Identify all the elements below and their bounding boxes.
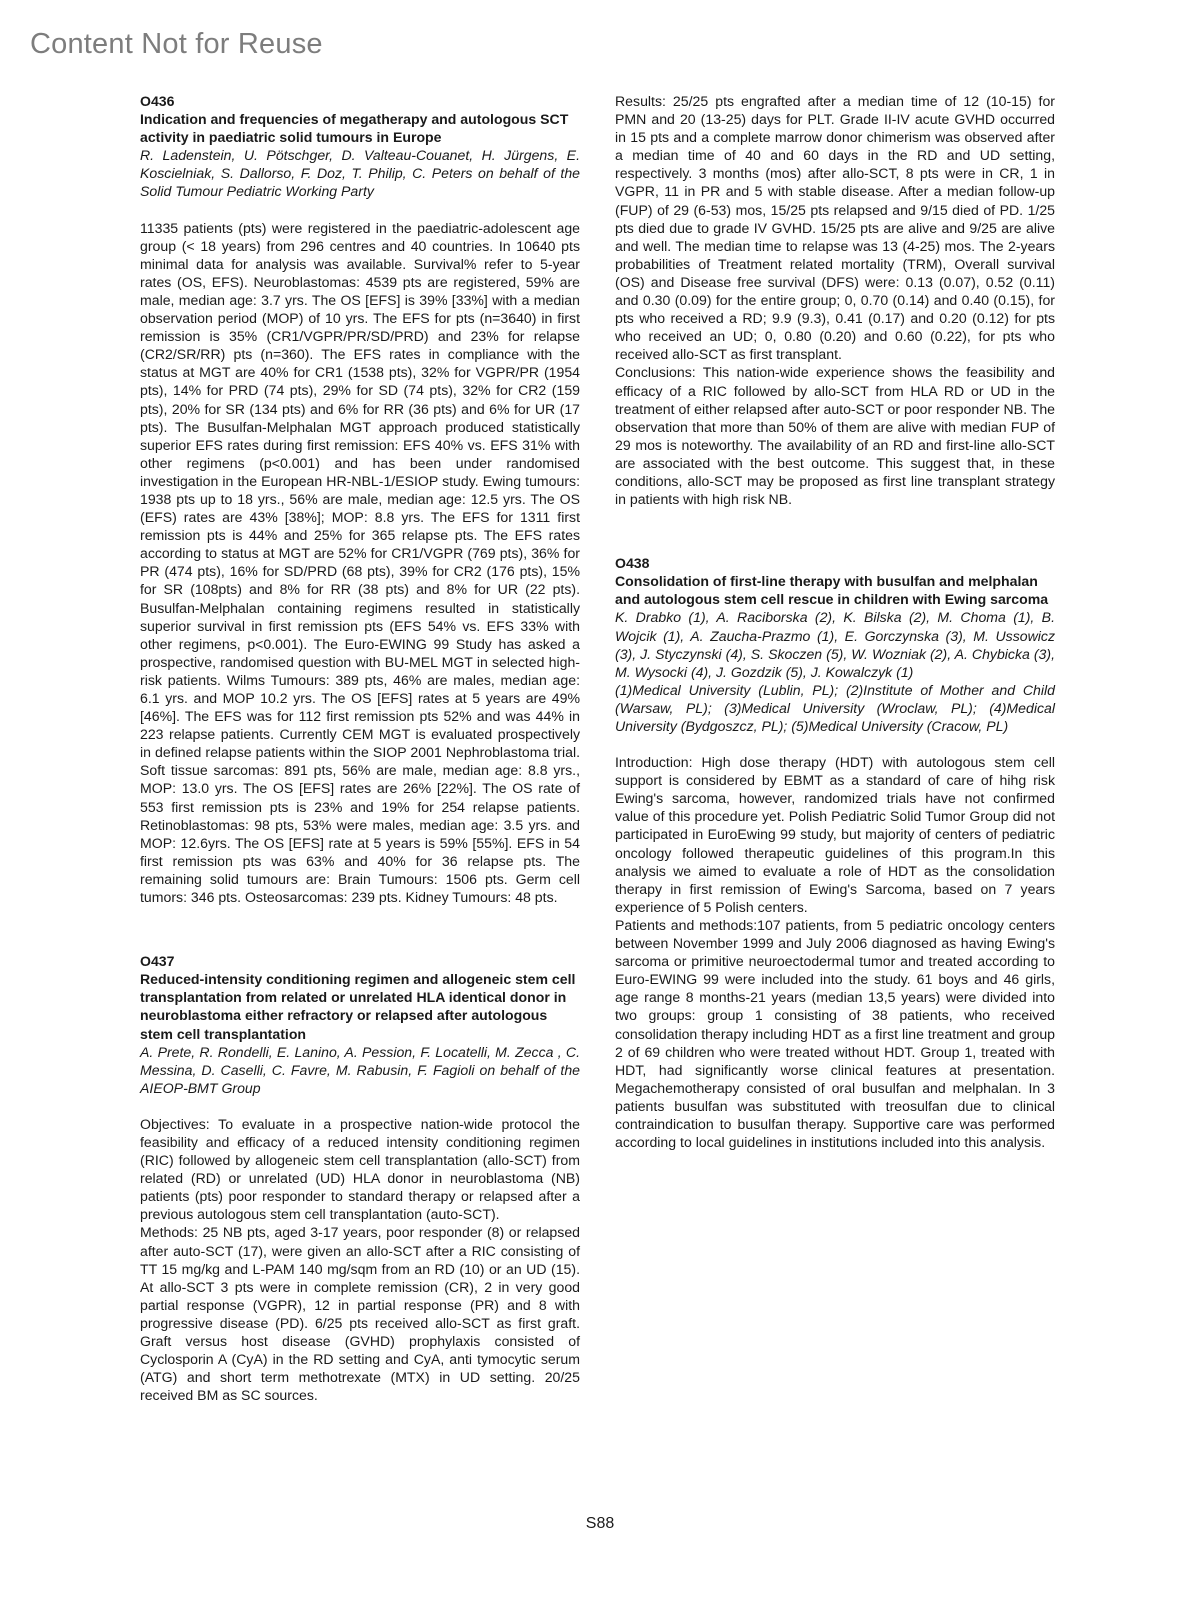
- abstract-o437-continued: [615, 92, 1055, 508]
- abstract-conclusions: Conclusions: This nation-wide experience shows the feasibility and efficacy of a RIC followed by allo-SCT from HLA RD or UD in the treatment of either relapsed after auto-SCT or poor responder NB. The observation that more than 50% of them are alive with median FUP of 29 mos is noteworthy. The availability of an RD and first-line allo-SCT are associated with the best outcome. This suggest that, in these conditions, allo-SCT may be proposed as first line transplant strategy in patients with high risk NB.: [615, 364, 1055, 508]
- abstract-authors: K. Drabko (1), A. Raciborska (2), K. Bilska (2), M. Choma (1), B. Wojcik (1), A. Zaucha-Prazmo (1), E. Gorczynska (3), M. Ussowicz (3), J. Styczynski (4), S. Skoczen (5), W. Wozniak (2), A. Chybicka (3), M. Wysocki (4), J. Gozdzik (5), J. Kowalczyk (1): [615, 609, 1055, 680]
- abstract-body: 11335 patients (pts) were registered in the paediatric-adolescent age group (< 18 years) from 296 centres and 40 countries. In 10640 pts minimal data for analysis was available. Survival% refer to 5-year rates (OS, EFS). Neuroblastomas: 4539 pts are registered, 59% are male, median age: 3.7 yrs. The OS [EFS] is 39% [33%] with a median observation period (MOP) of 10 yrs. The EFS for pts (n=3640) in first remission is 35% (CR1/VGPR/PR/SD/PRD) and 23% for relapse (CR2/SR/RR) pts (n=360). The EFS rates in compliance with the status at MGT are 40% for CR1 (1538 pts), 32% for VGPR/PR (1954 pts), 14% for PRD (74 pts), 29% for SD (74 pts), 32% for CR2 (159 pts), 20% for SR (134 pts) and 6% for RR (36 pts) and 6% for UR (17 pts). The Busulfan-Melphalan MGT approach produced statistically superior EFS rates during first remission: EFS 40% vs. EFS 31% with other regimens (p<0.001) and has been under randomised investigation in the European HR-NBL-1/ESIOP study. Ewing tumours: 1938 pts up to 18 yrs., 56% are male, median age: 12.5 yrs. The OS (EFS) rates are 43% [38%]; MOP: 8.8 yrs. The EFS for 1311 first remission pts is 44% and 25% for 365 relapse pts. The EFS rates according to status at MGT are 52% for CR1/VGPR (769 pts), 36% for PR (474 pts), 16% for SD/PRD (68 pts), 39% for CR2 (176 pts), 15% for SR (108pts) and 8% for RR (38 pts) and 8% for UR (22 pts). Busulfan-Melphalan containing regimens resulted in statistically superior survival in first remission pts (EFS 54% vs. EFS 33% with other regimens, p<0.001). The Euro-EWING 99 Study has asked a prospective, randomised question with BU-MEL MGT in selected high-risk patients. Wilms Tumours: 389 pts, 46% are males, median age: 6.1 yrs. and MOP 10.2 yrs. The OS [EFS] rates at 5 years are 49% [46%]. The EFS was for 112 first remission pts 52% and was 44% in 223 relapse patients. Currently CEM MGT is evaluated prospectively in defined relapse patients within the SIOP 2001 Nephroblastoma trial. Soft tissue sarcomas: 891 pts, 56% are male, median age: 8.8 yrs., MOP: 13.0 yrs. The OS [EFS] rates are 26% [22%]. The OS rate of 553 first remission pts is 23% and 19% for 254 relapse patients. Retinoblastomas: 98 pts, 53% were males, median age: 3.5 yrs. and MOP: 12.6yrs. The OS [EFS] rate at 5 years is 59% [55%]. EFS in 54 first remission pts was 63% and 40% for 36 relapse pts. The remaining solid tumours are: Brain Tumours: 1506 pts. Germ cell tumors: 346 pts. Osteosarcomas: 239 pts. Kidney Tumours: 48 pts.: [140, 219, 580, 906]
- abstract-o436: [140, 92, 580, 906]
- abstract-methods: Patients and methods:107 patients, from 5 pediatric oncology centers between November 1999 and July 2006 diagnosed as having Ewing's sarcoma or primitive neuroectodermal tumor and treated according to Euro-EWING 99 were included into the study. 61 boys and 46 girls, age range 8 months-21 years (median 13,5 years) were divided into two groups: group 1 consisting of 38 patients, who received consolidation therapy including HDT as a first line treatment and group 2 of 69 children who were treated without HDT. Group 1, treated with HDT, had significantly worse clinical features at presentation. Megachemotherapy consisted of oral busulfan and melphalan. In 3 patients busulfan was substituted with treosulfan due to clinical contraindication to busulfan therapy. Supportive care was performed according to local guidelines in institutions included into this analysis.: [615, 916, 1055, 1151]
- abstract-title: Consolidation of first-line therapy with busulfan and melphalan and autologous stem cell rescue in children with Ewing sarcoma: [615, 573, 1049, 608]
- abstract-methods: Methods: 25 NB pts, aged 3-17 years, poor responder (8) or relapsed after auto-SCT (17), were given an allo-SCT after a RIC consisting of TT 15 mg/kg and L-PAM 140 mg/sqm from an RD (10) or an UD (15). At allo-SCT 3 pts were in complete remission (CR), 2 in very good partial response (VGPR), 12 in partial response (PR) and 8 with progressive disease (PD). 6/25 pts received allo-SCT as first graft. Graft versus host disease (GVHD) prophylaxis consisted of Cyclosporin A (CyA) in the RD setting and CyA, anti tymocytic serum (ATG) and short term methotrexate (MTX) in UD setting. 20/25 received BM as SC sources.: [140, 1224, 580, 1404]
- abstract-affiliations: (1)Medical University (Lublin, PL); (2)Institute of Mother and Child (Warsaw, PL); (3)Medical University (Wroclaw, PL); (4)Medical University (Bydgoszcz, PL); (5)Medical University (Cracow, PL): [615, 681, 1055, 734]
- abstract-title: Indication and frequencies of megatherapy and autologous SCT activity in paediatric solid tumours in Europe: [140, 111, 569, 146]
- abstract-introduction: Introduction: High dose therapy (HDT) with autologous stem cell support is considered by EBMT as a standard of care of hihg risk Ewing's sarcoma, however, randomized trials have not confirmed value of this procedure yet. Polish Pediatric Solid Tumor Group did not participated in EuroEwing 99 study, but majority of centers of pediatric oncology followed therapeutic guidelines of this program.In this analysis we aimed to evaluate a role of HDT as the consolidation therapy in first remission of Ewing's Sarcoma, based on 7 years experience of 5 Polish centers.: [615, 754, 1055, 915]
- page-number: S88: [585, 1515, 615, 1532]
- abstract-authors: R. Ladenstein, U. Pötschger, D. Valteau-Couanet, H. Jürgens, E. Koscielniak, S. Dallorso, F. Doz, T. Philip, C. Peters on behalf of the Solid Tumour Pediatric Working Party: [140, 147, 580, 200]
- left-column: [140, 92, 580, 1404]
- abstract-authors: A. Prete, R. Rondelli, E. Lanino, A. Pession, F. Locatelli, M. Zecca , C. Messina, D. Caselli, C. Favre, M. Rabusin, F. Fagioli on behalf of the AIEOP-BMT Group: [140, 1043, 580, 1096]
- abstract-title: Reduced-intensity conditioning regimen and allogeneic stem cell transplantation from related or unrelated HLA identical donor in neuroblastoma either refractory or relapsed after autologous stem cell transplantation: [140, 971, 576, 1042]
- abstract-id: O437: [140, 953, 175, 970]
- abstract-id: O438: [615, 555, 650, 572]
- abstract-o437: [140, 952, 580, 1404]
- abstract-objectives: Objectives: To evaluate in a prospective nation-wide protocol the feasibility and efficacy of a reduced intensity conditioning regimen (RIC) followed by allogeneic stem cell transplantation (allo-SCT) from related (RD) or unrelated (UD) HLA donor in neuroblastoma (NB) patients (pts) poor responder to standard therapy or relapsed after a previous autologous stem cell transplantation (auto-SCT).: [140, 1115, 580, 1223]
- right-column: [615, 92, 1055, 1151]
- abstract-results: Results: 25/25 pts engrafted after a median time of 12 (10-15) for PMN and 20 (13-25) days for PLT. Grade II-IV acute GVHD occurred in 15 pts and a complete marrow donor chimerism was observed after a median time of 40 and 60 days in the RD and UD setting, respectively. 3 months (mos) after allo-SCT, 8 pts were in CR, 1 in VGPR, 11 in PR and 5 with stable disease. After a median follow-up (FUP) of 29 (6-53) mos, 15/25 pts relapsed and 9/15 died of PD. 1/25 pts died due to grade IV GVHD. 15/25 pts are alive and 9/25 are alive and well. The median time to relapse was 13 (4-25) mos. The 2-years probabilities of Treatment related mortality (TRM), Overall survival (OS) and Disease free survival (DFS) were: 0.13 (0.07), 0.52 (0.11) and 0.30 (0.09) for the entire group; 0, 0.70 (0.14) and 0.40 (0.15), for pts who received a RD; 9.9 (9.3), 0.41 (0.17) and 0.20 (0.12) for pts who received an UD; 0, 0.80 (0.20) and 0.60 (0.22), for pts who received allo-SCT as first transplant.: [615, 93, 1055, 363]
- watermark: Content Not for Reuse: [30, 28, 323, 60]
- abstract-o438: [615, 554, 1055, 1151]
- abstract-id: O436: [140, 93, 175, 109]
